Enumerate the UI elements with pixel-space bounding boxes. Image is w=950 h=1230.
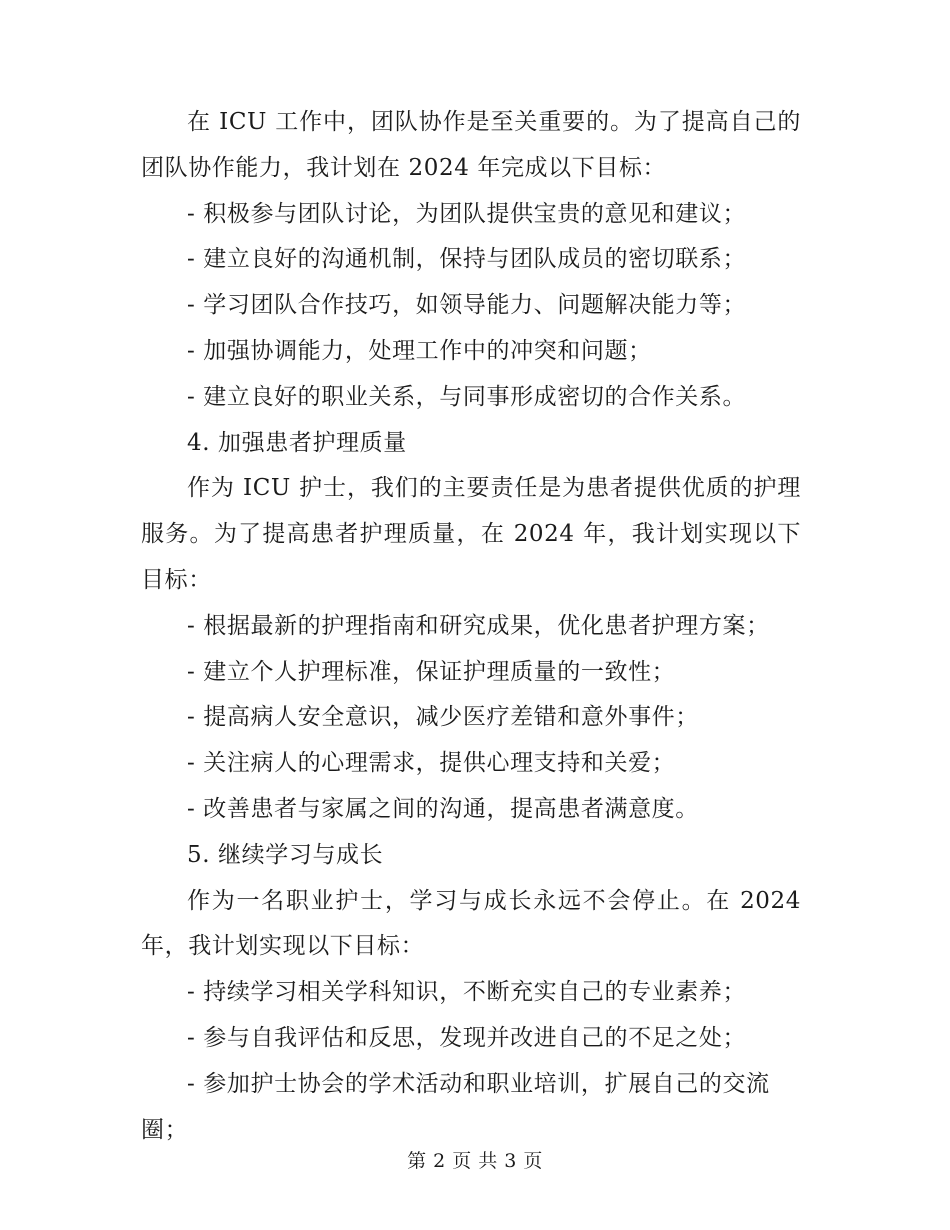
section-heading-5: 5. 继续学习与成长 [187, 841, 384, 868]
section-heading-4: 4. 加强患者护理质量 [187, 429, 407, 456]
list-item: - 根据最新的护理指南和研究成果，优化患者护理方案； [187, 612, 770, 639]
list-item: - 参与自我评估和反思，发现并改进自己的不足之处； [187, 1024, 747, 1051]
list-item: - 参加护士协会的学术活动和职业培训，扩展自己的交流圈； [141, 1070, 770, 1143]
document-body [141, 100, 801, 1153]
list-item: - 建立良好的沟通机制，保持与团队成员的密切联系； [187, 246, 747, 273]
list-item: - 关注病人的心理需求，提供心理支持和关爱； [187, 750, 676, 777]
section-5-intro-paragraph: 作为一名职业护士，学习与成长永远不会停止。在 2024 年，我计划实现以下目标： [141, 887, 801, 960]
section-4-intro-paragraph: 作为 ICU 护士，我们的主要责任是为患者提供优质的护理服务。为了提高患者护理质量，在 2024 年，我计划实现以下目标： [141, 475, 801, 593]
list-item: - 学习团队合作技巧，如领导能力、问题解决能力等； [187, 292, 747, 319]
list-item: - 提高病人安全意识，减少医疗差错和意外事件； [187, 704, 699, 731]
list-item: - 建立个人护理标准，保证护理质量的一致性； [187, 658, 676, 685]
teamwork-intro-paragraph: 在 ICU 工作中，团队协作是至关重要的。为了提高自己的团队协作能力，我计划在 2024 年完成以下目标： [141, 109, 801, 181]
list-item: - 持续学习相关学科知识，不断充实自己的专业素养； [187, 979, 747, 1006]
page-number-footer: 第 2 页 共 3 页 [407, 1150, 543, 1172]
list-item: - 改善患者与家属之间的沟通，提高患者满意度。 [187, 795, 699, 822]
list-item: - 加强协调能力，处理工作中的冲突和问题； [187, 337, 652, 364]
list-item: - 建立良好的职业关系，与同事形成密切的合作关系。 [187, 383, 747, 410]
list-item: - 积极参与团队讨论，为团队提供宝贵的意见和建议； [187, 200, 747, 227]
